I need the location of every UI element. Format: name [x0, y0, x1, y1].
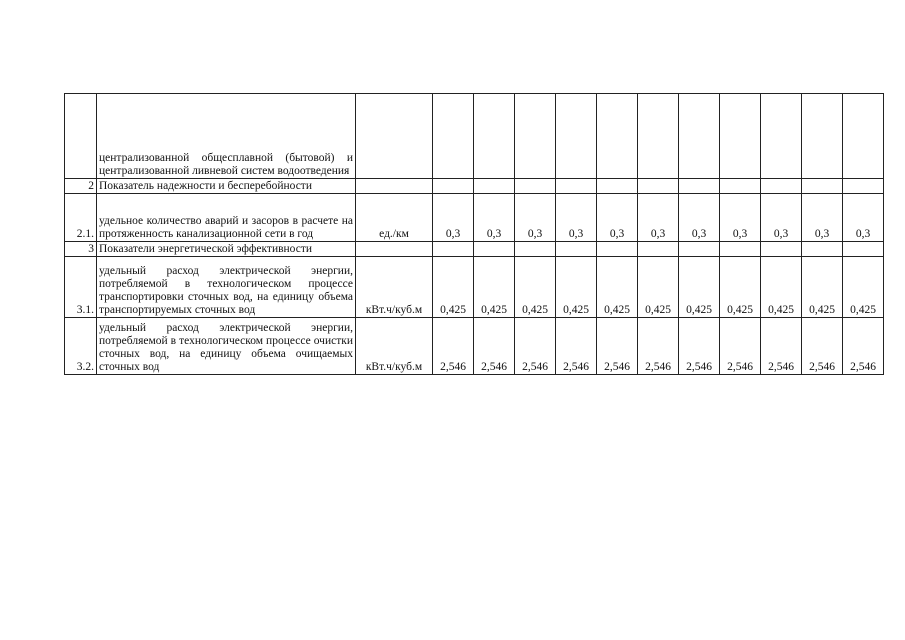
value-cell: 2,546 [515, 318, 556, 375]
row-number [65, 94, 97, 179]
value-cell [433, 94, 474, 179]
value-cell [597, 94, 638, 179]
value-cell: 0,425 [474, 257, 515, 318]
section-number: 2 [65, 179, 97, 194]
row-unit [356, 94, 433, 179]
value-cell: 0,3 [433, 194, 474, 242]
value-cell: 0,425 [802, 257, 843, 318]
value-cell: 0,3 [761, 194, 802, 242]
table-row [65, 318, 884, 375]
value-cell [679, 94, 720, 179]
value-cell: 2,546 [679, 318, 720, 375]
value-cell: 0,3 [843, 194, 884, 242]
value-cell [556, 94, 597, 179]
value-cell: 2,546 [638, 318, 679, 375]
value-cell: 0,3 [679, 194, 720, 242]
value-cell [474, 94, 515, 179]
row-unit: кВт.ч/куб.м [356, 318, 433, 375]
section-title: Показатель надежности и бесперебойности [97, 179, 356, 194]
table-row-section [65, 242, 884, 257]
value-cell [802, 94, 843, 179]
value-cell: 0,3 [515, 194, 556, 242]
value-cell [720, 94, 761, 179]
row-name: удельный расход электрической энергии, потребляемой в технологическом процессе транспортировки сточных вод, на единицу объема транспортируемых сточных вод [97, 257, 356, 318]
row-name: удельное количество аварий и засоров в расчете на протяженность канализационной сети в год [97, 194, 356, 242]
value-cell: 2,546 [474, 318, 515, 375]
row-name: централизованной общесплавной (бытовой) и централизованной ливневой систем водоотведения [97, 94, 356, 179]
value-cell: 2,546 [802, 318, 843, 375]
row-number: 3.2. [65, 318, 97, 375]
row-name: удельный расход электрической энергии, потребляемой в технологическом процессе очистки сточных вод, на единицу объема очищаемых сточных вод [97, 318, 356, 375]
value-cell: 0,3 [720, 194, 761, 242]
row-number: 2.1. [65, 194, 97, 242]
value-cell: 0,3 [556, 194, 597, 242]
value-cell: 0,425 [843, 257, 884, 318]
value-cell: 2,546 [556, 318, 597, 375]
value-cell: 0,3 [802, 194, 843, 242]
value-cell: 0,425 [556, 257, 597, 318]
value-cell: 2,546 [433, 318, 474, 375]
value-cell [515, 94, 556, 179]
value-cell: 0,3 [474, 194, 515, 242]
table-row-continuation [65, 94, 884, 179]
value-cell [638, 94, 679, 179]
table-row-section [65, 179, 884, 194]
value-cell: 2,546 [843, 318, 884, 375]
table-row [65, 194, 884, 242]
value-cell: 0,3 [597, 194, 638, 242]
row-unit: кВт.ч/куб.м [356, 257, 433, 318]
value-cell: 0,425 [720, 257, 761, 318]
value-cell: 0,425 [515, 257, 556, 318]
value-cell: 0,425 [597, 257, 638, 318]
value-cell: 0,3 [638, 194, 679, 242]
value-cell: 0,425 [761, 257, 802, 318]
value-cell [761, 94, 802, 179]
row-unit: ед./км [356, 194, 433, 242]
value-cell: 0,425 [433, 257, 474, 318]
section-number: 3 [65, 242, 97, 257]
value-cell [843, 94, 884, 179]
value-cell: 2,546 [761, 318, 802, 375]
indicators-table [64, 93, 884, 375]
value-cell: 0,425 [679, 257, 720, 318]
table-row [65, 257, 884, 318]
row-number: 3.1. [65, 257, 97, 318]
value-cell: 2,546 [720, 318, 761, 375]
value-cell: 0,425 [638, 257, 679, 318]
section-title: Показатели энергетической эффективности [97, 242, 356, 257]
value-cell: 2,546 [597, 318, 638, 375]
